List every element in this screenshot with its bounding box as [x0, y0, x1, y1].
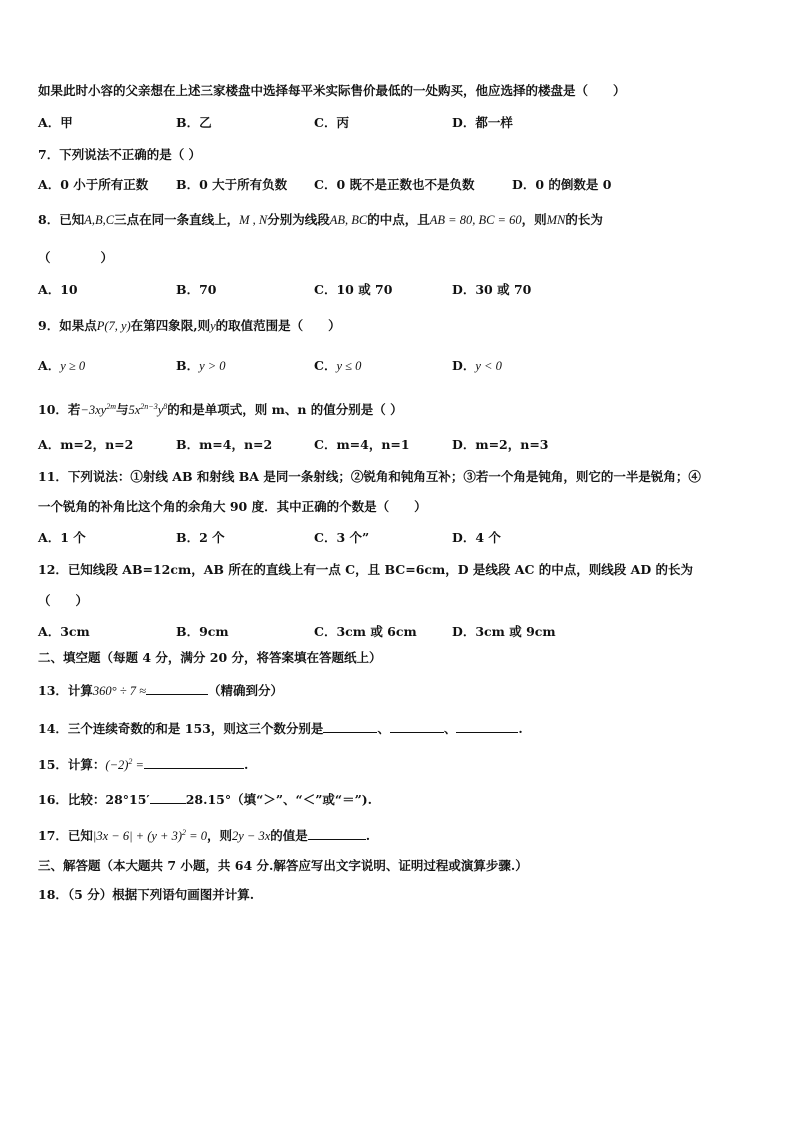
q17-answer-blank	[308, 827, 366, 840]
q6-option-c: C．丙	[314, 115, 349, 130]
q10-option-a: A．m=2，n=2	[38, 437, 134, 452]
q13-answer-blank	[146, 682, 208, 695]
q8-stem: 8．已知A,B,C三点在同一条直线上，M , N分别为线段AB, BC的中点，且AB = 80, BC = 60，则MN的长为	[38, 212, 603, 227]
q12-option-c: C．3cm 或 6cm	[314, 624, 417, 639]
q6-option-b: B．乙	[176, 115, 212, 130]
q14-blank-2	[390, 720, 444, 733]
q14-blank-3	[456, 720, 518, 733]
q12-option-b: B．9cm	[176, 624, 229, 639]
q8-condition: AB = 80, BC = 60	[429, 213, 522, 227]
q10-option-b: B．m=4，n=2	[176, 437, 273, 452]
section-3-heading: 三、解答题（本大题共 7 小题，共 64 分.解答应写出文字说明、证明过程或演算步骤.）	[38, 858, 528, 873]
q9-point: P(7, y)	[96, 319, 131, 333]
q9-option-c: C．y ≤ 0	[314, 358, 362, 373]
q6-option-d: D．都一样	[452, 115, 513, 130]
q11-stem-line1: 11．下列说法：①射线 AB 和射线 BA 是同一条射线；②锐角和钝角互补；③若一个角是钝角，则它的一半是锐角；④	[38, 469, 701, 484]
q6-option-a: A．甲	[38, 115, 73, 130]
q6-stem: 如果此时小容的父亲想在上述三家楼盘中选择每平米实际售价最低的一处购买，他应选择的楼盘是（ ）	[38, 83, 626, 98]
q16-answer-blank	[150, 791, 186, 804]
q7-option-c: C．0 既不是正数也不是负数	[314, 177, 475, 192]
q13-stem: 13．计算360° ÷ 7 ≈ （精确到分）	[38, 683, 284, 698]
q9-stem: 9．如果点P(7, y)在第四象限,则y的取值范围是（ ）	[38, 318, 341, 333]
q11-stem-line2: 一个锐角的补角比这个角的余角大 90 度．其中正确的个数是（ ）	[38, 499, 427, 514]
q17-expr: |3x − 6| + (y + 3)	[92, 829, 183, 843]
q7-option-d: D．0 的倒数是 0	[512, 177, 612, 192]
q10-option-c: C．m=4，n=1	[314, 437, 410, 452]
q11-option-b: B．2 个	[176, 530, 225, 545]
q16-stem: 16．比较：28°15′ 28.15°（填“＞”、“＜”或“＝”).	[38, 792, 373, 807]
q7-stem: 7．下列说法不正确的是（ ）	[38, 147, 202, 162]
q11-option-c: C．3 个”	[314, 530, 370, 545]
q7-option-b: B．0 大于所有负数	[176, 177, 288, 192]
q10-option-d: D．m=2，n=3	[452, 437, 549, 452]
q9-option-b: B．y > 0	[176, 358, 226, 373]
q12-option-d: D．3cm 或 9cm	[452, 624, 556, 639]
q8-paren: （ ）	[38, 250, 114, 265]
q11-option-a: A．1 个	[38, 530, 86, 545]
q10-stem: 10．若$-3xy^{2m}$与$5x^{2n-3}y^8$的和是单项式，则 m、n 的值分别是（ ）	[38, 401, 403, 417]
q15-stem: 15．计算：$(-2)^2$ = .	[38, 756, 249, 772]
q12-stem: 12．已知线段 AB=12cm，AB 所在的直线上有一点 C，且 BC=6cm，D 是线段 AC 的中点，则线段 AD 的长为	[38, 562, 694, 577]
q14-blank-1	[323, 720, 377, 733]
q12-option-a: A．3cm	[38, 624, 90, 639]
q15-answer-blank	[144, 756, 244, 769]
q8-points: A,B,C	[84, 213, 115, 227]
q17-stem: 17．已知$|3x - 6| + (y + 3)^2 = 0$，则2y − 3x的值是 .	[38, 827, 371, 843]
q8-option-b: B．70	[176, 282, 217, 297]
q7-option-a: A．0 小于所有正数	[38, 177, 149, 192]
q13-expr: 360° ÷ 7 ≈	[92, 684, 147, 698]
q9-option-a: A．y ≥ 0	[38, 358, 86, 373]
q9-option-d: D．y < 0	[452, 358, 502, 373]
q8-option-a: A．10	[38, 282, 78, 297]
section-2-heading: 二、填空题（每题 4 分，满分 20 分，将答案填在答题纸上）	[38, 650, 382, 665]
q8-option-d: D．30 或 70	[452, 282, 532, 297]
q18-stem: 18．（5 分）根据下列语句画图并计算.	[38, 887, 255, 902]
q12-paren: （ ）	[38, 593, 89, 608]
q11-option-d: D．4 个	[452, 530, 501, 545]
q14-stem: 14．三个连续奇数的和是 153，则这三个数分别是 、 、 .	[38, 721, 523, 736]
q8-option-c: C．10 或 70	[314, 282, 393, 297]
